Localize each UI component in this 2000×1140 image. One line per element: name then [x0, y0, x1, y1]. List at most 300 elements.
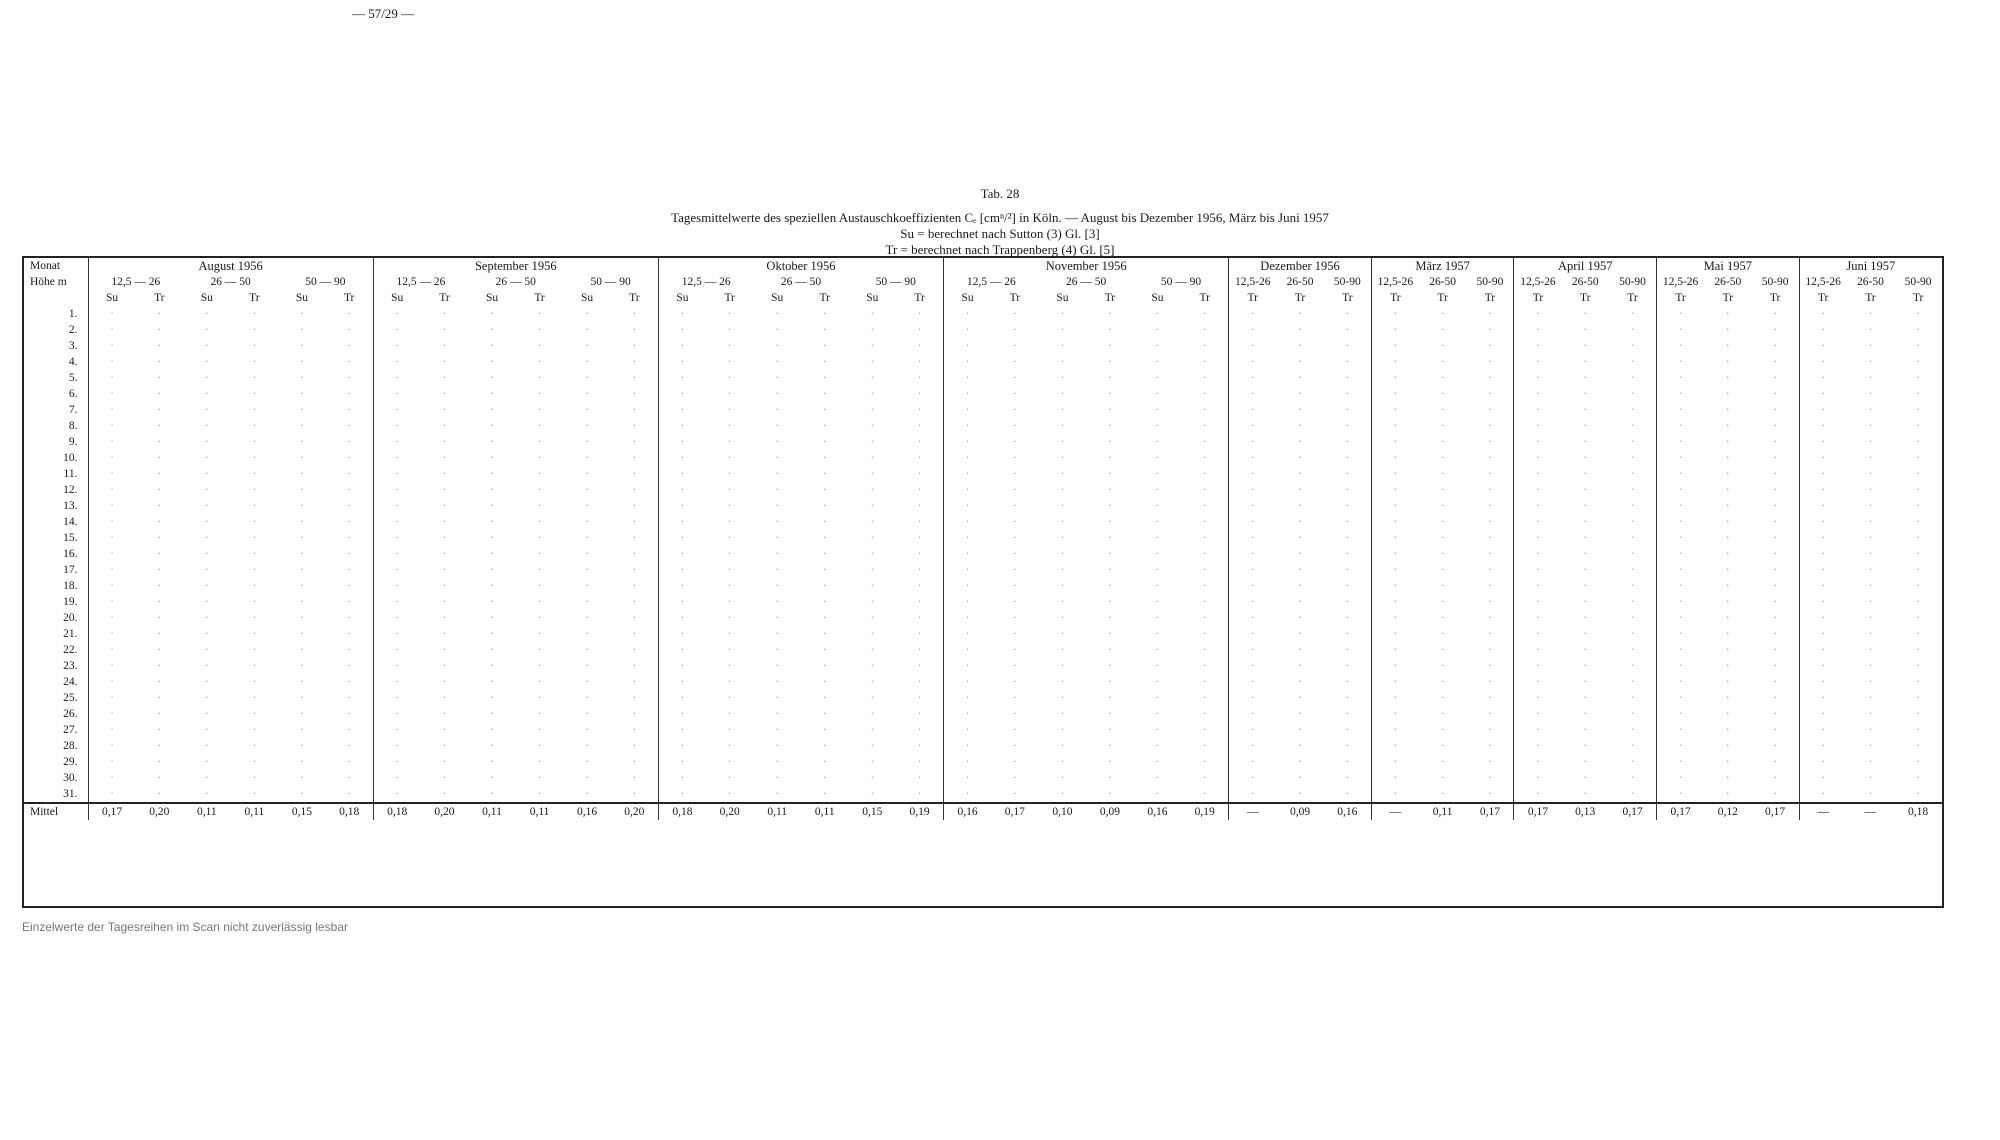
- data-cell-illegible: ·: [1371, 338, 1419, 354]
- data-cell-illegible: ·: [1229, 546, 1277, 562]
- data-cell-illegible: ·: [373, 450, 421, 466]
- data-cell-illegible: ·: [1916, 676, 1921, 688]
- data-cell-illegible: ·: [1371, 386, 1419, 402]
- data-cell-illegible: ·: [1725, 660, 1730, 672]
- data-cell-illegible: ·: [347, 388, 352, 400]
- data-cell-illegible: ·: [1725, 740, 1730, 752]
- data-cell-illegible: ·: [1725, 308, 1730, 320]
- data-cell-illegible: ·: [1345, 340, 1350, 352]
- table-row: [24, 706, 1942, 722]
- data-cell-illegible: ·: [299, 308, 304, 320]
- method-header: Su: [581, 292, 594, 304]
- data-cell-illegible: ·: [1773, 612, 1778, 624]
- data-cell-illegible: ·: [1440, 516, 1445, 528]
- mittel-value: 0,18: [326, 803, 374, 820]
- data-cell-illegible: ·: [585, 676, 589, 688]
- data-cell-illegible: ·: [944, 434, 992, 450]
- method-header: Tr: [1722, 292, 1734, 304]
- legend-su: Su = berechnet nach Sutton (3) Gl. [3]: [900, 226, 1100, 241]
- mittel-value: 0,11: [231, 803, 279, 820]
- mittel-row: [24, 803, 1942, 820]
- data-cell-illegible: ·: [822, 612, 827, 624]
- data-cell-illegible: ·: [727, 420, 732, 432]
- data-cell-illegible: ·: [944, 658, 992, 674]
- data-cell-illegible: ·: [1012, 516, 1017, 528]
- data-cell-illegible: ·: [1371, 754, 1419, 770]
- data-cell-illegible: ·: [917, 388, 922, 400]
- data-cell-illegible: ·: [204, 452, 209, 464]
- data-cell-illegible: ·: [1229, 562, 1277, 578]
- data-cell-illegible: ·: [537, 788, 542, 800]
- data-cell-illegible: ·: [299, 772, 304, 784]
- data-cell-illegible: ·: [822, 644, 827, 656]
- mittel-value: 0,17: [1609, 803, 1657, 820]
- data-cell-illegible: ·: [1440, 612, 1445, 624]
- data-cell-illegible: ·: [1371, 306, 1419, 322]
- data-cell-illegible: ·: [1725, 564, 1730, 576]
- data-cell-illegible: ·: [1298, 628, 1302, 640]
- day-label: 9.: [68, 436, 78, 448]
- data-cell-illegible: ·: [632, 532, 637, 544]
- data-cell-illegible: ·: [1583, 308, 1588, 320]
- data-cell-illegible: ·: [632, 564, 637, 576]
- day-label: 16.: [63, 548, 78, 560]
- data-cell-illegible: ·: [1916, 372, 1921, 384]
- data-cell-illegible: ·: [490, 580, 494, 592]
- mittel-value: 0,16: [563, 803, 611, 820]
- data-cell-illegible: ·: [1725, 580, 1730, 592]
- data-cell-illegible: ·: [1725, 388, 1730, 400]
- data-cell-illegible: ·: [822, 484, 827, 496]
- data-cell-illegible: ·: [1773, 468, 1778, 480]
- data-cell-illegible: ·: [727, 372, 732, 384]
- data-cell-illegible: ·: [1012, 356, 1017, 368]
- data-cell-illegible: ·: [1012, 372, 1017, 384]
- data-cell-illegible: ·: [1916, 692, 1921, 704]
- data-cell-illegible: ·: [870, 628, 875, 640]
- data-cell-illegible: ·: [1630, 660, 1635, 672]
- data-cell-illegible: ·: [1868, 532, 1873, 544]
- data-cell-illegible: ·: [299, 724, 304, 736]
- data-cell-illegible: ·: [1773, 724, 1778, 736]
- data-cell-illegible: ·: [204, 644, 209, 656]
- data-cell-illegible: ·: [917, 468, 922, 480]
- data-cell-illegible: ·: [822, 724, 827, 736]
- data-cell-illegible: ·: [1488, 404, 1492, 416]
- data-cell-illegible: ·: [1773, 372, 1778, 384]
- data-cell-illegible: ·: [1371, 514, 1419, 530]
- data-cell-illegible: ·: [870, 724, 875, 736]
- data-cell-illegible: ·: [870, 308, 875, 320]
- data-cell-illegible: ·: [1657, 498, 1705, 514]
- data-cell-illegible: ·: [1108, 516, 1112, 528]
- data-cell-illegible: ·: [1298, 644, 1302, 656]
- day-label: 31.: [63, 788, 78, 800]
- data-cell-illegible: ·: [1229, 306, 1277, 322]
- data-cell-illegible: ·: [1155, 452, 1160, 464]
- data-cell-illegible: ·: [1345, 628, 1350, 640]
- data-cell-illegible: ·: [1012, 404, 1017, 416]
- data-cell-illegible: ·: [917, 484, 922, 496]
- data-cell-illegible: ·: [1514, 562, 1562, 578]
- data-cell-illegible: ·: [252, 404, 257, 416]
- data-cell-illegible: ·: [157, 772, 162, 784]
- method-header: Su: [88, 290, 136, 306]
- day-label: 5.: [68, 372, 78, 384]
- data-cell-illegible: ·: [658, 594, 706, 610]
- data-cell-illegible: ·: [1583, 356, 1588, 368]
- data-cell-illegible: ·: [1868, 708, 1873, 720]
- data-cell-illegible: ·: [1202, 692, 1207, 704]
- data-cell-illegible: ·: [1155, 708, 1160, 720]
- mittel-value: —: [1371, 803, 1419, 820]
- data-cell-illegible: ·: [1012, 388, 1017, 400]
- data-cell-illegible: ·: [1229, 354, 1277, 370]
- data-cell-illegible: ·: [658, 466, 706, 482]
- data-cell-illegible: ·: [1583, 324, 1588, 336]
- data-cell-illegible: ·: [1630, 692, 1635, 704]
- data-cell-illegible: ·: [157, 644, 162, 656]
- data-cell-illegible: ·: [1298, 404, 1302, 416]
- data-cell-illegible: ·: [1514, 482, 1562, 498]
- data-cell-illegible: ·: [1916, 740, 1921, 752]
- data-cell-illegible: ·: [870, 484, 875, 496]
- day-label: 19.: [63, 596, 78, 608]
- data-cell-illegible: ·: [1514, 306, 1562, 322]
- data-cell-illegible: ·: [88, 626, 136, 642]
- data-cell-illegible: ·: [537, 740, 542, 752]
- data-cell-illegible: ·: [1868, 452, 1873, 464]
- data-cell-illegible: ·: [1725, 596, 1730, 608]
- data-cell-illegible: ·: [1298, 708, 1302, 720]
- data-cell-illegible: ·: [1345, 692, 1350, 704]
- data-cell-illegible: ·: [917, 644, 922, 656]
- data-cell-illegible: ·: [373, 402, 421, 418]
- data-cell-illegible: ·: [1060, 420, 1065, 432]
- data-cell-illegible: ·: [727, 484, 732, 496]
- data-cell-illegible: ·: [373, 578, 421, 594]
- data-cell-illegible: ·: [1514, 706, 1562, 722]
- data-cell-illegible: ·: [1371, 466, 1419, 482]
- data-cell-illegible: ·: [585, 356, 589, 368]
- data-cell-illegible: ·: [442, 628, 447, 640]
- data-cell-illegible: ·: [1229, 482, 1277, 498]
- data-cell-illegible: ·: [88, 738, 136, 754]
- data-cell-illegible: ·: [1440, 644, 1445, 656]
- data-cell-illegible: ·: [537, 468, 542, 480]
- data-cell-illegible: ·: [870, 660, 875, 672]
- data-cell-illegible: ·: [1773, 532, 1778, 544]
- data-cell-illegible: ·: [252, 452, 257, 464]
- data-cell-illegible: ·: [822, 516, 827, 528]
- mittel-value: 0,16: [1324, 803, 1372, 820]
- data-cell-illegible: ·: [727, 612, 732, 624]
- data-cell-illegible: ·: [1202, 644, 1207, 656]
- data-cell-illegible: ·: [442, 596, 447, 608]
- data-cell-illegible: ·: [1799, 402, 1847, 418]
- data-cell-illegible: ·: [1012, 788, 1017, 800]
- data-cell-illegible: ·: [1298, 580, 1302, 592]
- data-cell-illegible: ·: [1488, 372, 1492, 384]
- data-cell-illegible: ·: [870, 404, 875, 416]
- data-cell-illegible: ·: [1799, 610, 1847, 626]
- data-cell-illegible: ·: [442, 484, 447, 496]
- day-label: 21.: [63, 628, 78, 640]
- data-cell-illegible: ·: [585, 548, 589, 560]
- data-cell-illegible: ·: [585, 500, 589, 512]
- data-cell-illegible: ·: [1012, 740, 1017, 752]
- data-cell-illegible: ·: [870, 564, 875, 576]
- data-cell-illegible: ·: [1799, 626, 1847, 642]
- data-cell-illegible: ·: [944, 418, 992, 434]
- data-cell-illegible: ·: [1202, 628, 1207, 640]
- data-cell-illegible: ·: [775, 692, 780, 704]
- data-cell-illegible: ·: [1345, 484, 1350, 496]
- day-label: 2.: [68, 324, 78, 336]
- data-cell-illegible: ·: [1440, 500, 1445, 512]
- data-cell-illegible: ·: [1799, 722, 1847, 738]
- data-cell-illegible: ·: [1298, 772, 1302, 784]
- data-cell-illegible: ·: [822, 308, 827, 320]
- data-cell-illegible: ·: [1229, 626, 1277, 642]
- data-cell-illegible: ·: [347, 660, 352, 672]
- data-cell-illegible: ·: [373, 642, 421, 658]
- data-cell-illegible: ·: [1630, 548, 1635, 560]
- data-cell-illegible: ·: [347, 564, 352, 576]
- data-cell-illegible: ·: [944, 498, 992, 514]
- data-cell-illegible: ·: [1725, 420, 1730, 432]
- data-cell-illegible: ·: [1012, 724, 1017, 736]
- data-cell-illegible: ·: [1108, 548, 1112, 560]
- data-cell-illegible: ·: [1298, 420, 1302, 432]
- data-cell-illegible: ·: [1371, 434, 1419, 450]
- data-cell-illegible: ·: [1298, 788, 1302, 800]
- data-cell-illegible: ·: [490, 660, 494, 672]
- data-cell-illegible: ·: [1773, 484, 1778, 496]
- method-header: Tr: [1437, 292, 1448, 304]
- data-cell-illegible: ·: [1868, 644, 1873, 656]
- data-cell-illegible: ·: [1060, 324, 1065, 336]
- data-cell-illegible: ·: [1229, 690, 1277, 706]
- data-cell-illegible: ·: [727, 388, 732, 400]
- data-cell-illegible: ·: [1202, 564, 1207, 576]
- range-header: 26-50: [1286, 276, 1314, 288]
- data-cell-illegible: ·: [1799, 466, 1847, 482]
- data-cell-illegible: ·: [917, 436, 922, 448]
- data-cell-illegible: ·: [1060, 532, 1065, 544]
- data-cell-illegible: ·: [1440, 356, 1445, 368]
- data-cell-illegible: ·: [822, 388, 827, 400]
- data-cell-illegible: ·: [1916, 644, 1921, 656]
- data-cell-illegible: ·: [252, 564, 257, 576]
- data-cell-illegible: ·: [585, 788, 589, 800]
- data-cell-illegible: ·: [157, 756, 162, 768]
- data-cell-illegible: ·: [373, 530, 421, 546]
- data-cell-illegible: ·: [537, 628, 542, 640]
- mittel-value: 0,20: [611, 803, 659, 820]
- data-cell-illegible: ·: [1514, 786, 1562, 803]
- data-cell-illegible: ·: [88, 770, 136, 786]
- data-cell-illegible: ·: [1012, 676, 1017, 688]
- data-cell-illegible: ·: [822, 452, 827, 464]
- data-cell-illegible: ·: [1202, 660, 1207, 672]
- data-cell-illegible: ·: [442, 756, 447, 768]
- data-cell-illegible: ·: [870, 468, 875, 480]
- data-cell-illegible: ·: [1155, 404, 1160, 416]
- data-cell-illegible: ·: [585, 644, 589, 656]
- data-cell-illegible: ·: [727, 692, 732, 704]
- data-cell-illegible: ·: [1630, 356, 1635, 368]
- data-cell-illegible: ·: [299, 420, 304, 432]
- data-cell-illegible: ·: [1630, 436, 1635, 448]
- data-cell-illegible: ·: [585, 740, 589, 752]
- data-cell-illegible: ·: [822, 324, 827, 336]
- data-cell-illegible: ·: [727, 516, 732, 528]
- data-cell-illegible: ·: [632, 340, 637, 352]
- data-cell-illegible: ·: [204, 692, 209, 704]
- data-cell-illegible: ·: [88, 546, 136, 562]
- data-cell-illegible: ·: [1298, 324, 1302, 336]
- data-cell-illegible: ·: [1583, 548, 1588, 560]
- data-cell-illegible: ·: [373, 658, 421, 674]
- data-cell-illegible: ·: [775, 500, 780, 512]
- data-cell-illegible: ·: [632, 308, 637, 320]
- data-cell-illegible: ·: [870, 596, 875, 608]
- data-cell-illegible: ·: [1583, 500, 1588, 512]
- table-number: Tab. 28: [980, 186, 1020, 201]
- data-cell-illegible: ·: [157, 596, 162, 608]
- data-cell-illegible: ·: [1155, 356, 1160, 368]
- range-header: 50 — 90: [305, 276, 346, 288]
- day-label: 7.: [68, 404, 78, 416]
- data-cell-illegible: ·: [204, 340, 209, 352]
- data-cell-illegible: ·: [775, 740, 780, 752]
- data-cell-illegible: ·: [632, 500, 637, 512]
- data-cell-illegible: ·: [1868, 772, 1873, 784]
- data-cell-illegible: ·: [944, 450, 992, 466]
- table-row: [24, 642, 1942, 658]
- data-cell-illegible: ·: [490, 452, 494, 464]
- data-cell-illegible: ·: [157, 628, 162, 640]
- data-cell-illegible: ·: [1725, 692, 1730, 704]
- data-cell-illegible: ·: [870, 516, 875, 528]
- data-cell-illegible: ·: [1799, 738, 1847, 754]
- data-cell-illegible: ·: [1799, 354, 1847, 370]
- data-cell-illegible: ·: [1345, 724, 1350, 736]
- day-label: 1.: [68, 308, 78, 320]
- data-cell-illegible: ·: [1012, 660, 1017, 672]
- data-cell-illegible: ·: [585, 308, 589, 320]
- data-cell-illegible: ·: [1155, 692, 1160, 704]
- data-cell-illegible: ·: [870, 420, 875, 432]
- data-table-frame: [22, 256, 1944, 908]
- data-cell-illegible: ·: [1155, 484, 1160, 496]
- data-cell-illegible: ·: [204, 612, 209, 624]
- data-cell-illegible: ·: [88, 754, 136, 770]
- data-cell-illegible: ·: [632, 548, 637, 560]
- data-cell-illegible: ·: [1108, 388, 1112, 400]
- data-cell-illegible: ·: [585, 564, 589, 576]
- table-row: [24, 722, 1942, 738]
- data-cell-illegible: ·: [347, 788, 352, 800]
- data-cell-illegible: ·: [1012, 500, 1017, 512]
- data-cell-illegible: ·: [585, 436, 589, 448]
- data-cell-illegible: ·: [1202, 404, 1207, 416]
- data-cell-illegible: ·: [1725, 356, 1730, 368]
- data-cell-illegible: ·: [1725, 500, 1730, 512]
- data-cell-illegible: ·: [585, 772, 589, 784]
- data-cell-illegible: ·: [373, 354, 421, 370]
- data-cell-illegible: ·: [632, 404, 637, 416]
- data-cell-illegible: ·: [632, 436, 637, 448]
- header-height-label: Höhe m: [30, 276, 67, 288]
- data-cell-illegible: ·: [870, 740, 875, 752]
- data-cell-illegible: ·: [775, 628, 780, 640]
- data-cell-illegible: ·: [347, 516, 352, 528]
- data-cell-illegible: ·: [822, 436, 827, 448]
- data-cell-illegible: ·: [1155, 436, 1160, 448]
- mittel-value: 0,16: [1134, 803, 1182, 820]
- data-cell-illegible: ·: [490, 532, 494, 544]
- data-cell-illegible: ·: [490, 372, 494, 384]
- header-month-label: Monat: [30, 260, 61, 272]
- data-cell-illegible: ·: [252, 372, 257, 384]
- data-cell-illegible: ·: [1488, 516, 1492, 528]
- data-cell-illegible: ·: [88, 386, 136, 402]
- data-cell-illegible: ·: [252, 660, 257, 672]
- data-cell-illegible: ·: [1488, 548, 1492, 560]
- data-cell-illegible: ·: [585, 452, 589, 464]
- data-cell-illegible: ·: [658, 690, 706, 706]
- data-cell-illegible: ·: [1773, 436, 1778, 448]
- transcription-note: Einzelwerte der Tagesreihen im Scan nicht zuverlässig lesbar: [22, 920, 348, 934]
- data-cell-illegible: ·: [252, 772, 257, 784]
- data-cell-illegible: ·: [204, 724, 209, 736]
- data-cell-illegible: ·: [1012, 436, 1017, 448]
- day-label: 17.: [63, 564, 78, 576]
- data-cell-illegible: ·: [1657, 786, 1705, 803]
- data-cell-illegible: ·: [299, 468, 304, 480]
- data-cell-illegible: ·: [88, 594, 136, 610]
- data-cell-illegible: ·: [1060, 468, 1065, 480]
- data-cell-illegible: ·: [1916, 356, 1921, 368]
- data-cell-illegible: ·: [1657, 402, 1705, 418]
- data-cell-illegible: ·: [490, 388, 494, 400]
- data-cell-illegible: ·: [157, 516, 162, 528]
- data-cell-illegible: ·: [299, 564, 304, 576]
- data-cell-illegible: ·: [442, 532, 447, 544]
- data-cell-illegible: ·: [1630, 484, 1635, 496]
- data-cell-illegible: ·: [1868, 468, 1873, 480]
- data-cell-illegible: ·: [157, 692, 162, 704]
- data-cell-illegible: ·: [944, 594, 992, 610]
- data-cell-illegible: ·: [1298, 548, 1302, 560]
- data-cell-illegible: ·: [1229, 738, 1277, 754]
- data-cell-illegible: ·: [1916, 548, 1921, 560]
- data-cell-illegible: ·: [1725, 452, 1730, 464]
- data-cell-illegible: ·: [944, 626, 992, 642]
- data-cell-illegible: ·: [252, 708, 257, 720]
- data-cell-illegible: ·: [442, 740, 447, 752]
- data-cell-illegible: ·: [1725, 324, 1730, 336]
- data-cell-illegible: ·: [658, 610, 706, 626]
- data-cell-illegible: ·: [1012, 468, 1017, 480]
- day-label: 8.: [68, 420, 78, 432]
- data-cell-illegible: ·: [1229, 386, 1277, 402]
- table-row: [24, 690, 1942, 706]
- data-cell-illegible: ·: [1108, 740, 1112, 752]
- data-cell-illegible: ·: [1868, 516, 1873, 528]
